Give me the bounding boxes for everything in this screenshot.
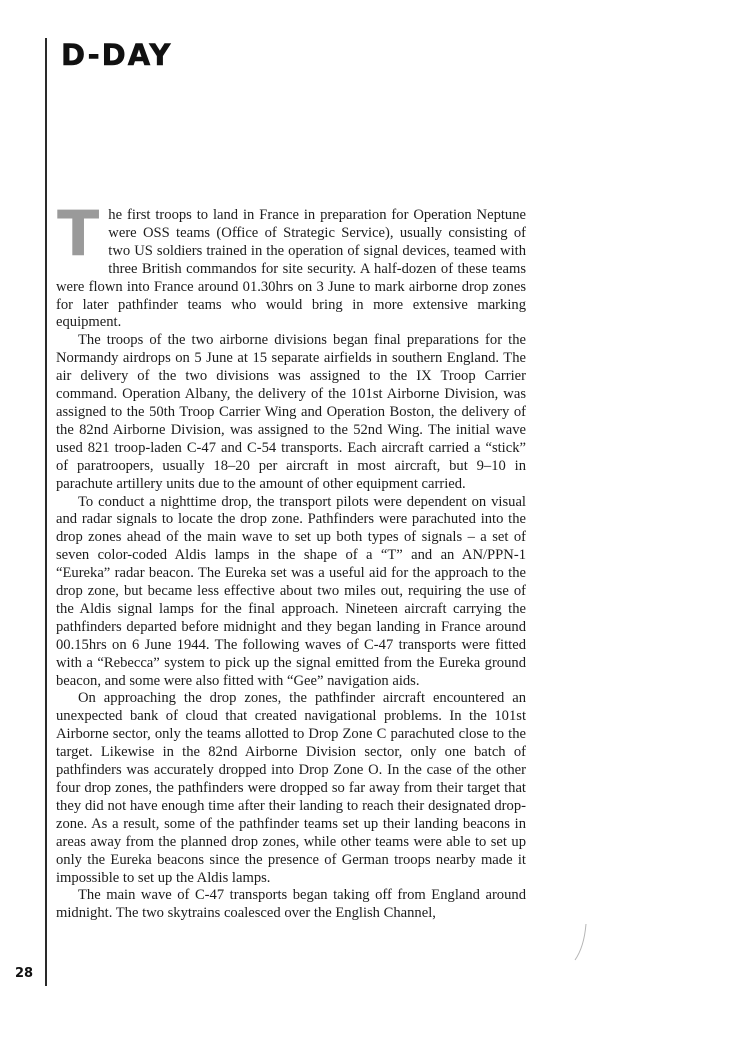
drop-cap: T	[57, 197, 100, 270]
paragraph-5: The main wave of C-47 transports began taking off from England around midnight. The two skytrains coalesced over the English Channel,	[56, 887, 526, 922]
paragraph-4: On approaching the drop zones, the pathfinder aircraft encountered an unexpected bank of cloud that created navigational problems. In the 101st Airborne sector, only the teams allotted to Drop Zone C parachuted close to the target. Likewise in the 82nd Airborne Division sector, only one batch of pathfinders was accurately dropped into Drop Zone O. In the case of the other four drop zones, the pathfinders were dropped so far away from their target that they did not have enough time after their landing to reach their designated drop-zone. As a result, some of the pathfinder teams set up their landing beacons in areas away from the planned drop zones, while other teams were able to set up only the Eureka beacons since the presence of German troops nearby made it impossible to set up the Aldis lamps.	[56, 690, 526, 886]
paragraph-1-text: he first troops to land in France in preparation for Operation Neptune were OSS teams (Office of Strategic Service), usually consisting of two US soldiers trained in the operation of signal devices, teamed with three British commandos for site security. A half-dozen of these teams were flown into France around 01.30hrs on 3 June to mark airborne drop zones for later pathfinder teams who would bring in more extensive marking equipment.	[56, 207, 526, 331]
paragraph-2: The troops of the two airborne divisions began final preparations for the Normandy airdrops on 5 June at 15 separate airfields in southern England. The air delivery of the two divisions was assigned to the IX Troop Carrier command. Operation Albany, the delivery of the 101st Airborne Division, was assigned to the 50th Troop Carrier Wing and Operation Boston, the delivery of the 82nd Airborne Division, was assigned to the 52nd Wing. The initial wave used 821 troop-laden C-47 and C-54 transports. Each aircraft carried a “stick” of paratroopers, usually 18–20 per aircraft in most aircraft, but 9–10 in parachute artillery units due to the amount of other equipment carried.	[56, 332, 526, 492]
article-body	[56, 197, 526, 923]
stray-pen-mark	[574, 922, 588, 962]
margin-rule	[45, 38, 47, 986]
page-title: D-DAY	[61, 38, 173, 72]
paragraph-1	[56, 197, 526, 332]
paragraph-3: To conduct a nighttime drop, the transport pilots were dependent on visual and radar signals to locate the drop zone. Pathfinders were parachuted into the drop zones ahead of the main wave to set up both types of signals – a set of seven color-coded Aldis lamps in the shape of a “T” and an AN/PPN-1 “Eureka” radar beacon. The Eureka set was a useful aid for the approach to the drop zone, but became less effective about two miles out, requiring the use of the Aldis signal lamps for the final approach. Nineteen aircraft carrying the pathfinders departed before midnight and they began landing in France around 00.15hrs on 6 June 1944. The following waves of C-47 transports were fitted with a “Rebecca” system to pick up the signal emitted from the Eureka ground beacon, and some were also fitted with “Gee” navigation aids.	[56, 493, 526, 689]
page-number: 28	[15, 966, 34, 981]
